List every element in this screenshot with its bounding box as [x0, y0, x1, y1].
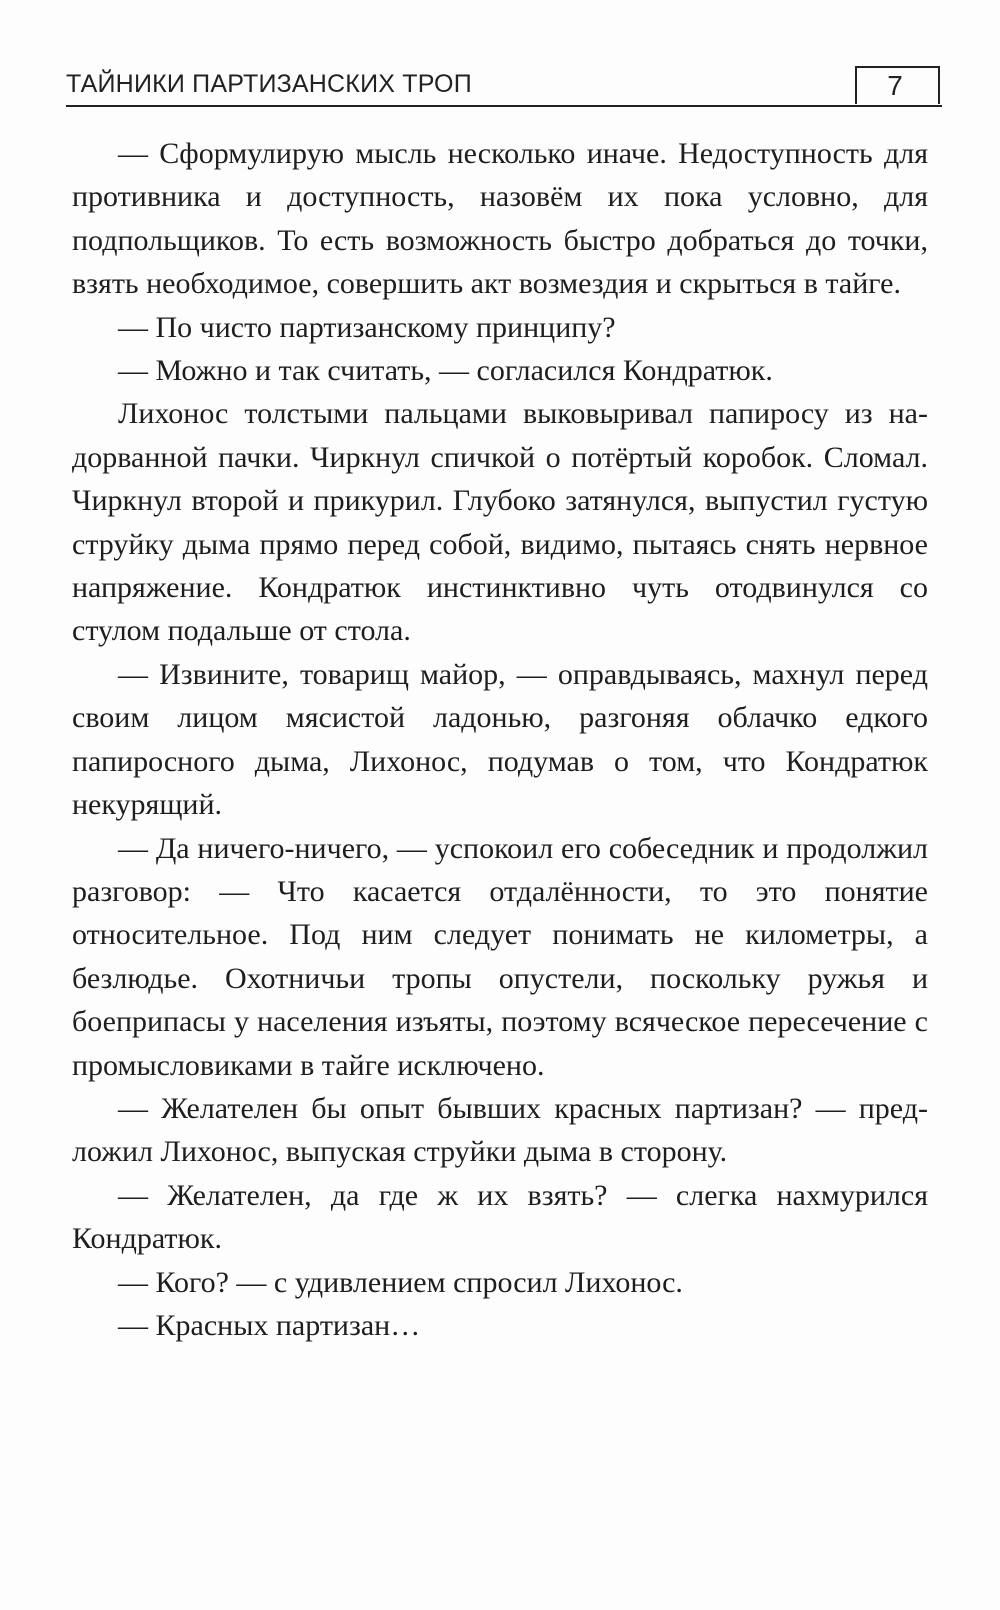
header-rule: [66, 105, 942, 107]
body-text: [72, 132, 928, 1347]
paragraph: — По чисто партизанскому принципу?: [118, 310, 616, 344]
paragraph: — Желателен, да где ж их взять? — слегка нахмурился Кондратюк.: [72, 1178, 928, 1256]
paragraph: — Желателен бы опыт бывших красных партизан? — предложил Лихонос, выпуская струйки дыма в сторону.: [72, 1091, 928, 1169]
paragraph: — Можно и так считать, — согласился Кондратюк.: [118, 354, 773, 388]
running-title: ТАЙНИКИ ПАРТИЗАНСКИХ ТРОП: [66, 70, 472, 98]
paragraph: — Красных партизан…: [118, 1308, 421, 1342]
paragraph: — Извините, товарищ майор, — оправдываясь, махнул перед своим лицом мясистой ладонью, разгоняя облачко едкого папиросного дыма, Лихонос, подумав о том, что Кондратюк некурящий.: [72, 657, 928, 822]
paragraph: — Сформулирую мысль несколько иначе. Недоступность для противника и доступность, назовём их пока условно, для подпольщиков. То есть возможность быстро добраться до точки, взять необходимое, совершить акт возмездия и скрыться в тайге.: [72, 137, 928, 301]
paragraph: — Кого? — с удивлением спросил Лихонос.: [118, 1265, 683, 1299]
paragraph: Лихонос толстыми пальцами выковыривал папиросу из надорванной пачки. Чиркнул спичкой о потёртый коробок. Сломал. Чиркнул второй и прикурил. Глубоко затянулся, выпустил густую струйку дыма прямо перед собой, видимо, пытаясь снять нервное напряжение. Кондратюк инстинктивно чуть отодвинулся со стулом подальше от стола.: [72, 397, 928, 648]
page-number-box: [855, 66, 940, 104]
running-header: [66, 66, 942, 106]
page-number: 7: [887, 70, 903, 101]
paragraph: — Да ничего-ничего, — успокоил его собеседник и продолжил разговор: — Что касается отдалённости, то это понятие относительное. Под ним следует понимать не километры, а безлюдье. Охотничьи тропы опустели, поскольку ружья и боеприпасы у населения изъяты, поэтому всяческое пересечение с промысловиками в тайге исключено.: [72, 831, 928, 1082]
